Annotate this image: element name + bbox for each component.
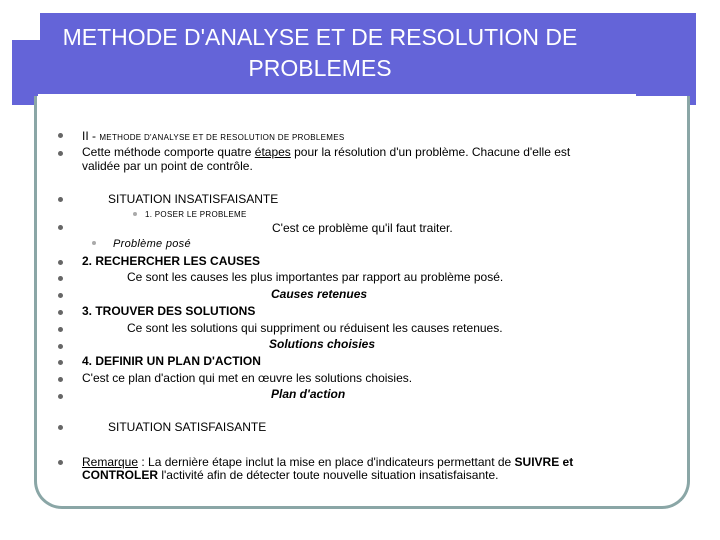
bullet-icon (58, 260, 63, 265)
item-poser-probleme-text: C'est ce problème qu'il faut traiter. (272, 221, 453, 235)
bullet-icon (58, 327, 63, 332)
bullet-icon (58, 197, 63, 202)
item-plan-action: Plan d'action (271, 387, 346, 401)
section-number: II - (82, 129, 100, 143)
item-probleme-pose: Problème posé (113, 238, 191, 250)
bullet-icon (58, 293, 63, 298)
item-trouver-solutions: 3. TROUVER DES SOLUTIONS (82, 304, 256, 318)
bullet-icon (58, 360, 63, 365)
section-title: METHODE D'ANALYSE ET DE RESOLUTION DE PROBLEMES (99, 133, 345, 142)
title-line-1: METHODE D'ANALYSE ET DE RESOLUTION DE (62, 24, 578, 50)
bullet-icon (58, 394, 63, 399)
item-solutions-choisies: Solutions choisies (269, 337, 376, 351)
item-rechercher-causes: 2. RECHERCHER LES CAUSES (82, 254, 261, 268)
item-situation-satisfaisante: SITUATION SATISFAISANTE (108, 420, 267, 434)
bullet-icon (58, 460, 63, 465)
bullet-icon (58, 425, 63, 430)
remarque-link[interactable]: Remarque (82, 455, 139, 469)
bullet-icon (58, 310, 63, 315)
bullet-icon (58, 225, 63, 230)
title-underline (38, 94, 636, 97)
item-remarque (82, 455, 573, 469)
remarque-text: : La dernière étape inclut la mise en place d'indicateurs permettant de (138, 455, 515, 469)
bullet-icon (58, 377, 63, 382)
remarque-text-end: l'activité afin de détecter toute nouvelle situation insatisfaisante. (158, 468, 499, 482)
sub-bullet-icon (133, 212, 137, 216)
item-definir-plan: 4. DEFINIR UN PLAN D'ACTION (82, 354, 261, 368)
item-plan-text: C'est ce plan d'action qui met en œuvre les solutions choisies. (82, 371, 413, 385)
bullet-icon (58, 344, 63, 349)
sub-bullet-icon (92, 241, 96, 245)
item-causes-text: Ce sont les causes les plus importantes par rapport au problème posé. (127, 270, 504, 284)
item-situation-insatisfaisante: SITUATION INSATISFAISANTE (108, 192, 279, 206)
item-solutions-text: Ce sont les solutions qui suppriment ou réduisent les causes retenues. (127, 321, 503, 335)
item-section-heading (82, 129, 345, 145)
bullet-icon (58, 151, 63, 156)
remarque-bold-2: CONTROLER (82, 468, 158, 482)
item-intro-line2: validée par un point de contrôle. (82, 159, 253, 173)
item-poser-probleme: 1. POSER LE PROBLEME (145, 210, 247, 219)
item-causes-retenues: Causes retenues (271, 287, 368, 301)
bullet-icon (58, 133, 63, 138)
item-remarque-line2 (82, 468, 499, 482)
slide-title (20, 22, 620, 84)
title-line-2: PROBLEMES (248, 55, 392, 81)
etapes-link[interactable]: étapes (254, 145, 291, 159)
bullet-icon (58, 276, 63, 281)
item-intro (82, 145, 570, 159)
remarque-bold: SUIVRE et (514, 455, 574, 469)
intro-text: Cette méthode comporte quatre (82, 145, 255, 159)
intro-text-end: pour la résolution d'un problème. Chacune d'elle est (290, 145, 571, 159)
